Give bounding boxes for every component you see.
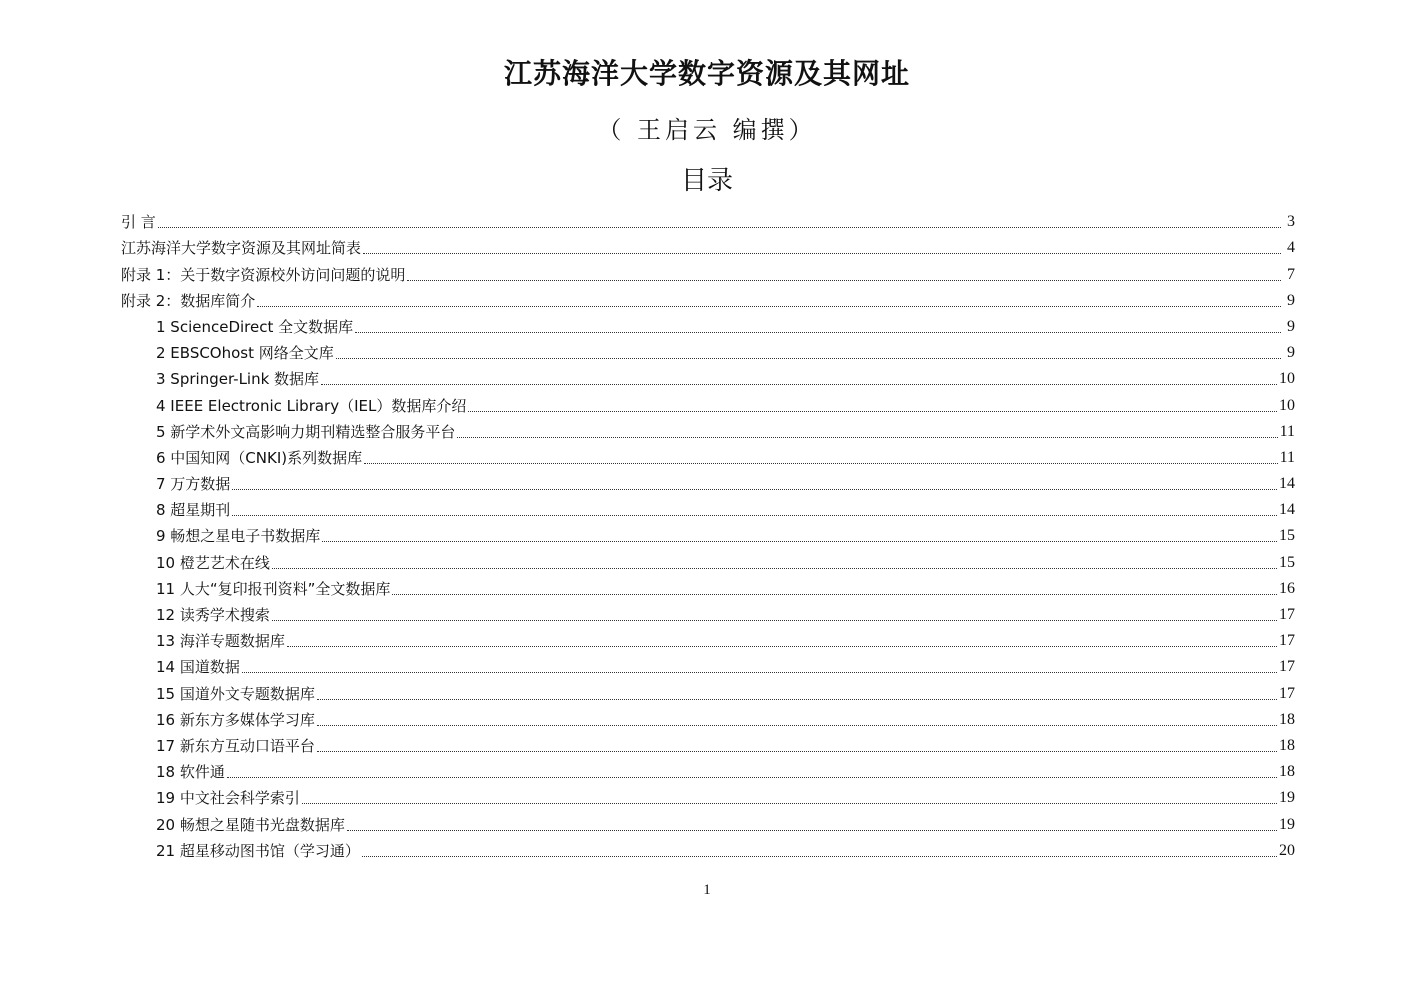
toc-dot-leader <box>287 646 1277 647</box>
page-number: 1 <box>703 882 711 898</box>
toc-dot-leader <box>317 699 1277 700</box>
toc-entry-title: 7 万方数据 <box>156 475 231 494</box>
toc-entry[interactable] <box>121 337 1295 363</box>
toc-entry[interactable] <box>121 285 1295 311</box>
toc-entry-title: 17 新东方互动口语平台 <box>156 736 315 755</box>
toc-dot-leader <box>321 384 1277 385</box>
toc-entry-title: 附录 1：关于数字资源校外访问问题的说明 <box>121 265 406 284</box>
toc-entry-title: 18 软件通 <box>156 763 225 782</box>
toc-entry-page: 17 <box>1279 632 1295 650</box>
toc-entry-page: 19 <box>1279 789 1295 807</box>
toc-entry[interactable] <box>121 782 1295 808</box>
toc-entry-page: 9 <box>1287 344 1295 362</box>
toc-entry[interactable] <box>121 756 1295 782</box>
toc-entry-page: 18 <box>1279 736 1295 754</box>
toc-entry-title: 14 国道数据 <box>156 658 240 677</box>
toc-entry-page: 20 <box>1279 841 1295 859</box>
toc-dot-leader <box>272 568 1277 569</box>
toc-dot-leader <box>317 751 1277 752</box>
toc-entry-page: 7 <box>1287 265 1295 283</box>
toc-dot-leader <box>232 515 1277 516</box>
toc-entry-page: 10 <box>1279 396 1295 414</box>
toc-entry-page: 10 <box>1279 370 1295 388</box>
toc-dot-leader <box>347 830 1277 831</box>
toc-entry[interactable] <box>121 546 1295 572</box>
toc-dot-leader <box>158 227 1281 228</box>
toc-entry-title: 附录 2：数据库简介 <box>121 291 256 310</box>
toc-entry-title: 11 人大“复印报刊资料”全文数据库 <box>156 579 391 598</box>
toc-dot-leader <box>242 672 1277 673</box>
toc-entry-title: 20 畅想之星随书光盘数据库 <box>156 815 345 834</box>
toc-entry-page: 19 <box>1279 815 1295 833</box>
toc-entry-title: 9 畅想之星电子书数据库 <box>156 527 321 546</box>
toc-entry-page: 9 <box>1287 317 1295 335</box>
toc-dot-leader <box>407 280 1281 281</box>
toc-entry-title: 4 IEEE Electronic Library（IEL）数据库介绍 <box>156 396 467 415</box>
toc-entry-page: 18 <box>1279 710 1295 728</box>
toc-entry[interactable] <box>121 363 1295 389</box>
toc-entry-title: 8 超星期刊 <box>156 501 231 520</box>
toc-entry[interactable] <box>121 651 1295 677</box>
toc-dot-leader <box>302 803 1277 804</box>
toc-entry-page: 11 <box>1279 448 1295 466</box>
toc-dot-leader <box>457 437 1277 438</box>
toc-entry[interactable] <box>121 232 1295 258</box>
toc-dot-leader <box>392 594 1277 595</box>
toc-entry-title: 1 ScienceDirect 全文数据库 <box>156 317 354 336</box>
toc-entry[interactable] <box>121 599 1295 625</box>
toc-entry-page: 4 <box>1287 239 1295 257</box>
toc-entry[interactable] <box>121 494 1295 520</box>
document-title: 江苏海洋大学数字资源及其网址 <box>503 57 910 90</box>
toc-dot-leader <box>317 725 1277 726</box>
toc-entry-title: 12 读秀学术搜索 <box>156 606 270 624</box>
toc-entry[interactable] <box>121 258 1295 284</box>
toc-entry-page: 15 <box>1279 527 1295 545</box>
toc-entry[interactable] <box>121 625 1295 651</box>
toc-entry-title: 19 中文社会科学索引 <box>156 789 300 808</box>
toc-entry-title: 江苏海洋大学数字资源及其网址简表 <box>121 239 362 258</box>
toc-dot-leader <box>227 777 1277 778</box>
toc-dot-leader <box>336 358 1281 359</box>
toc-entry[interactable] <box>121 808 1295 834</box>
toc-entry-page: 16 <box>1279 579 1295 597</box>
toc-dot-leader <box>272 620 1277 621</box>
toc-dot-leader <box>257 306 1281 307</box>
toc-entry[interactable] <box>121 389 1295 415</box>
toc-dot-leader <box>322 541 1277 542</box>
toc-dot-leader <box>363 253 1281 254</box>
toc-entry-page: 17 <box>1279 684 1295 702</box>
toc-entry[interactable] <box>121 520 1295 546</box>
document-subtitle: （ 王启云 编撰） <box>597 116 817 144</box>
toc-entry-title: 6 中国知网（CNKI)系列数据库 <box>156 448 363 467</box>
toc-entry-page: 18 <box>1279 763 1295 781</box>
table-of-contents <box>121 206 1295 861</box>
toc-entry-title: 15 国道外文专题数据库 <box>156 684 315 703</box>
toc-entry-page: 17 <box>1279 658 1295 676</box>
toc-entry-title: 3 Springer-Link 数据库 <box>156 370 320 389</box>
toc-dot-leader <box>362 856 1277 857</box>
toc-entry[interactable] <box>121 573 1295 599</box>
toc-entry-title: 10 橙艺艺术在线 <box>156 553 270 572</box>
toc-entry[interactable] <box>121 442 1295 468</box>
toc-heading: 目录 <box>680 166 733 196</box>
toc-entry-title: 21 超星移动图书馆（学习通） <box>156 841 360 860</box>
toc-entry[interactable] <box>121 416 1295 442</box>
toc-entry-title: 2 EBSCOhost 网络全文库 <box>156 344 334 363</box>
toc-entry-title: 5 新学术外文高影响力期刊精选整合服务平台 <box>156 422 456 441</box>
toc-entry-title: 引 言 <box>121 213 156 232</box>
toc-entry-page: 17 <box>1279 606 1295 623</box>
toc-entry-page: 11 <box>1279 422 1295 440</box>
toc-entry[interactable] <box>121 730 1295 756</box>
toc-entry[interactable] <box>121 311 1295 337</box>
toc-entry[interactable] <box>121 206 1295 232</box>
toc-dot-leader <box>232 489 1277 490</box>
toc-dot-leader <box>468 411 1277 412</box>
toc-dot-leader <box>364 463 1277 464</box>
toc-entry[interactable] <box>121 835 1295 861</box>
toc-dot-leader <box>355 332 1281 333</box>
toc-entry-page: 9 <box>1287 291 1295 309</box>
toc-entry-page: 14 <box>1279 501 1295 519</box>
toc-entry-page: 14 <box>1279 475 1295 493</box>
toc-entry-page: 3 <box>1287 213 1295 231</box>
toc-entry-title: 16 新东方多媒体学习库 <box>156 710 315 729</box>
toc-entry[interactable] <box>121 704 1295 730</box>
toc-entry[interactable] <box>121 468 1295 494</box>
toc-entry[interactable] <box>121 677 1295 703</box>
toc-entry-title: 13 海洋专题数据库 <box>156 632 285 651</box>
toc-entry-page: 15 <box>1279 553 1295 571</box>
